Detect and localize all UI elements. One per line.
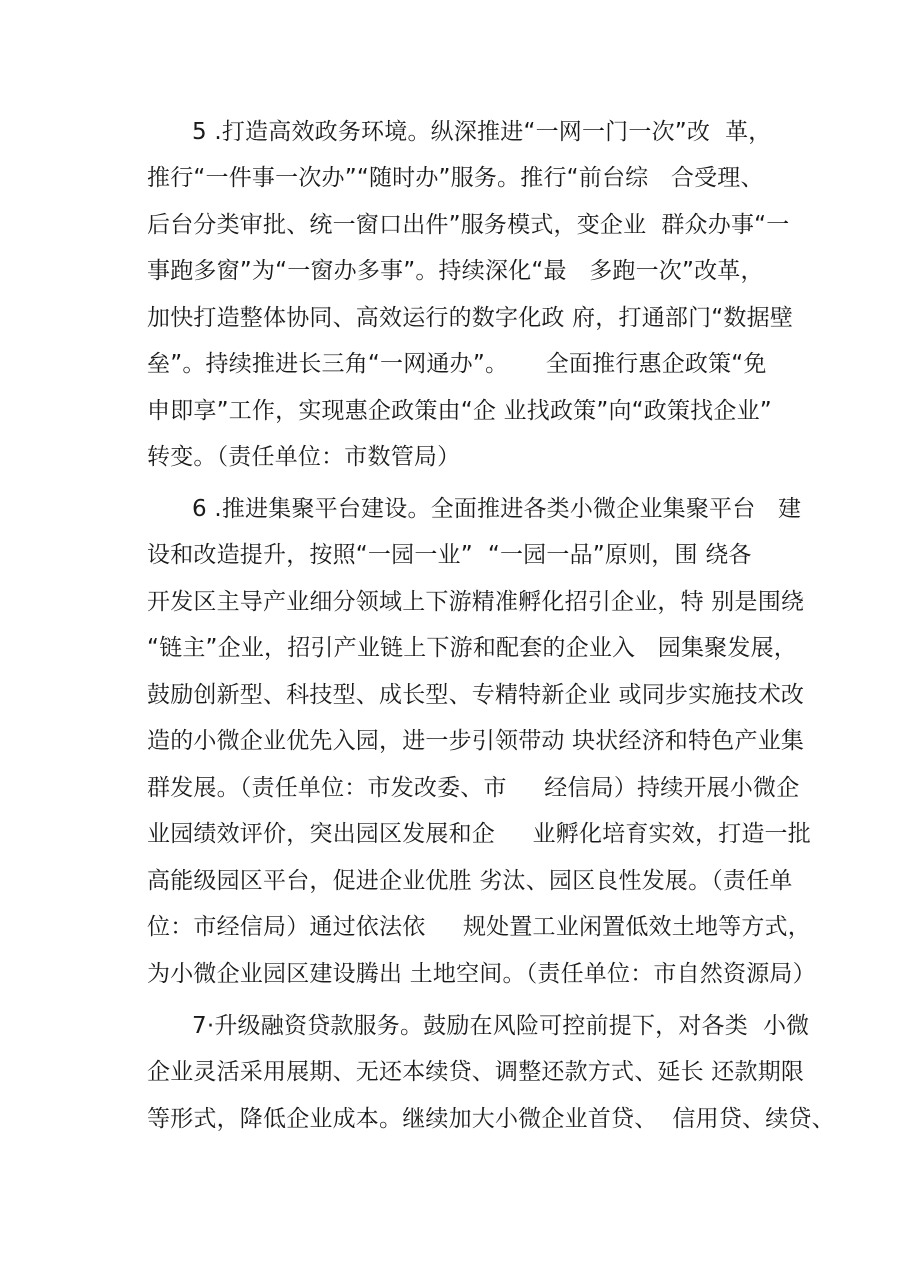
paragraph-6-line-5: 鼓励创新型、科技型、成长型、专精特新企业 或同步实施技术改 — [147, 682, 805, 708]
paragraph-5-line-3: 后台分类审批、统一窗口出件”服务模式，变企业 群众办事“一 — [147, 212, 790, 238]
paragraph-6-line-9: 高能级园区平台，促进企业优胜 劣汰、园区良性发展。（责任单 — [147, 868, 793, 894]
paragraph-5-line-6: 垒”。持续推进长三角“一网通办”。 全面推行惠企政策“免 — [147, 351, 767, 377]
paragraph-6-line-2: 设和改造提升，按照“一园一业” “一园一品”原则，围 绕各 — [147, 542, 752, 568]
paragraph-6-line-6: 造的小微企业优先入园，进一步引领带动 块状经济和特色产业集 — [147, 728, 805, 754]
paragraph-7-line-3: 等形式，降低企业成本。继续加大小微企业首贷、 信用贷、续贷、 — [147, 1106, 835, 1132]
paragraph-5-line-5: 加快打造整体协同、高效运行的数字化政 府，打通部门“数据壁 — [147, 305, 794, 331]
paragraph-5-line-2: 推行“一件事一次办”“随时办”服务。推行“前台综 合受理、 — [147, 165, 764, 191]
paragraph-5-line-7: 申即享”工作，实现惠企政策由“企 业找政策”向“政策找企业” — [147, 398, 772, 424]
paragraph-6-line-3: 开发区主导产业细分领域上下游精准孵化招引企业，特 别是围绕 — [147, 589, 805, 615]
paragraph-7-line-1: 7·升级融资贷款服务。鼓励在风险可控前提下，对各类 小微 — [192, 1013, 810, 1039]
paragraph-6-line-7: 群发展。（责任单位：市发改委、市 经信局）持续开展小微企 — [147, 775, 800, 801]
paragraph-5-line-4: 事跑多窗”为“一窗办多事”。持续深化“最 多跑一次”改革， — [147, 258, 764, 284]
paragraph-6-line-10: 位：市经信局）通过依法依 规处置工业闲置低效土地等方式， — [147, 914, 811, 940]
paragraph-5-line-1: 5 .打造高效政务环境。纵深推进“一网一门一次”改 革， — [192, 119, 772, 145]
paragraph-6-line-4: “链主”企业，招引产业链上下游和配套的企业入 园集聚发展， — [147, 635, 797, 661]
paragraph-6-line-8: 业园绩效评价，突出园区发展和企 业孵化培育实效，打造一批 — [147, 821, 811, 847]
paragraph-5-line-8: 转变。（责任单位：市数管局） — [147, 444, 461, 470]
paragraph-7-line-2: 企业灵活采用展期、无还本续贷、调整还款方式、延长 还款期限 — [147, 1059, 805, 1085]
paragraph-6-line-1: 6 .推进集聚平台建设。全面推进各类小微企业集聚平台 建 — [192, 496, 802, 522]
paragraph-6-line-11: 为小微企业园区建设腾出 土地空间。（责任单位：市自然资源局） — [147, 961, 816, 987]
